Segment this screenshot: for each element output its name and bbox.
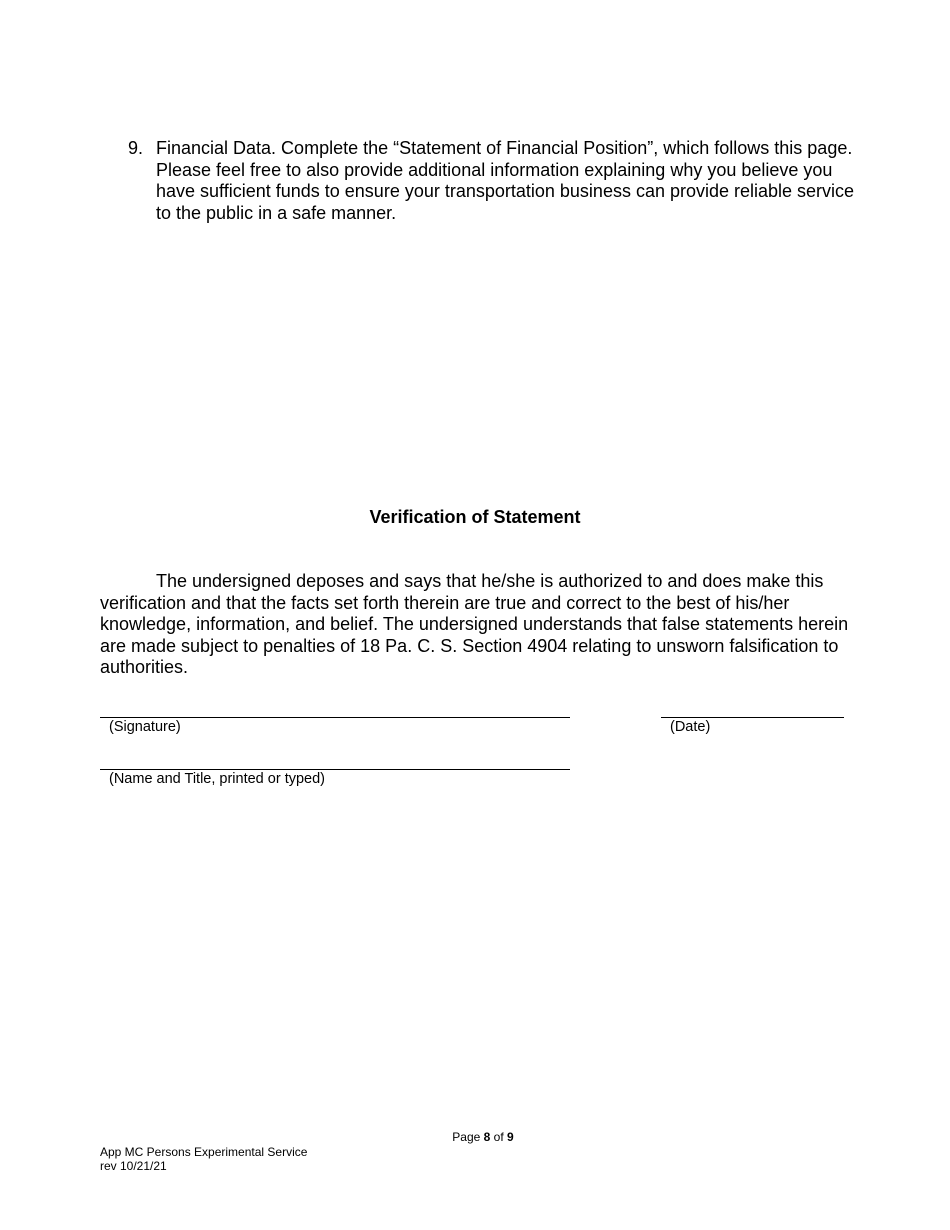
page-total: 9 (507, 1130, 514, 1144)
date-label: (Date) (670, 719, 711, 735)
form-name: App MC Persons Experimental Service (100, 1145, 308, 1159)
item-text: Financial Data. Complete the “Statement of Financial Position”, which follows this page. Please feel free to also provide additional information explaining why you believe you have sufficient funds to ensure your transportation business can provide reliable service to the public in a safe manner. (156, 138, 855, 223)
signature-line (100, 717, 570, 718)
verification-paragraph: The undersigned deposes and says that he/she is authorized to and does make this verification and that the facts set forth therein are true and correct to the best of his/her knowledge, information, and belief. The undersigned understands that false statements herein are made subject to penalties of 18 Pa. C. S. Section 4904 relating to unsworn falsification to authorities. (100, 571, 849, 678)
footer-form-info (100, 1145, 307, 1173)
page-number (0, 1130, 950, 1144)
name-title-label: (Name and Title, printed or typed) (109, 771, 325, 787)
form-revision: rev 10/21/21 (100, 1159, 167, 1173)
date-line (661, 717, 844, 718)
name-title-line (100, 769, 570, 770)
item-number: 9. (128, 138, 144, 158)
page-of: of (493, 1130, 504, 1144)
page-current: 8 (483, 1130, 491, 1144)
page-word: Page (452, 1130, 481, 1144)
signature-label: (Signature) (109, 719, 181, 735)
verification-heading: Verification of Statement (369, 507, 581, 527)
